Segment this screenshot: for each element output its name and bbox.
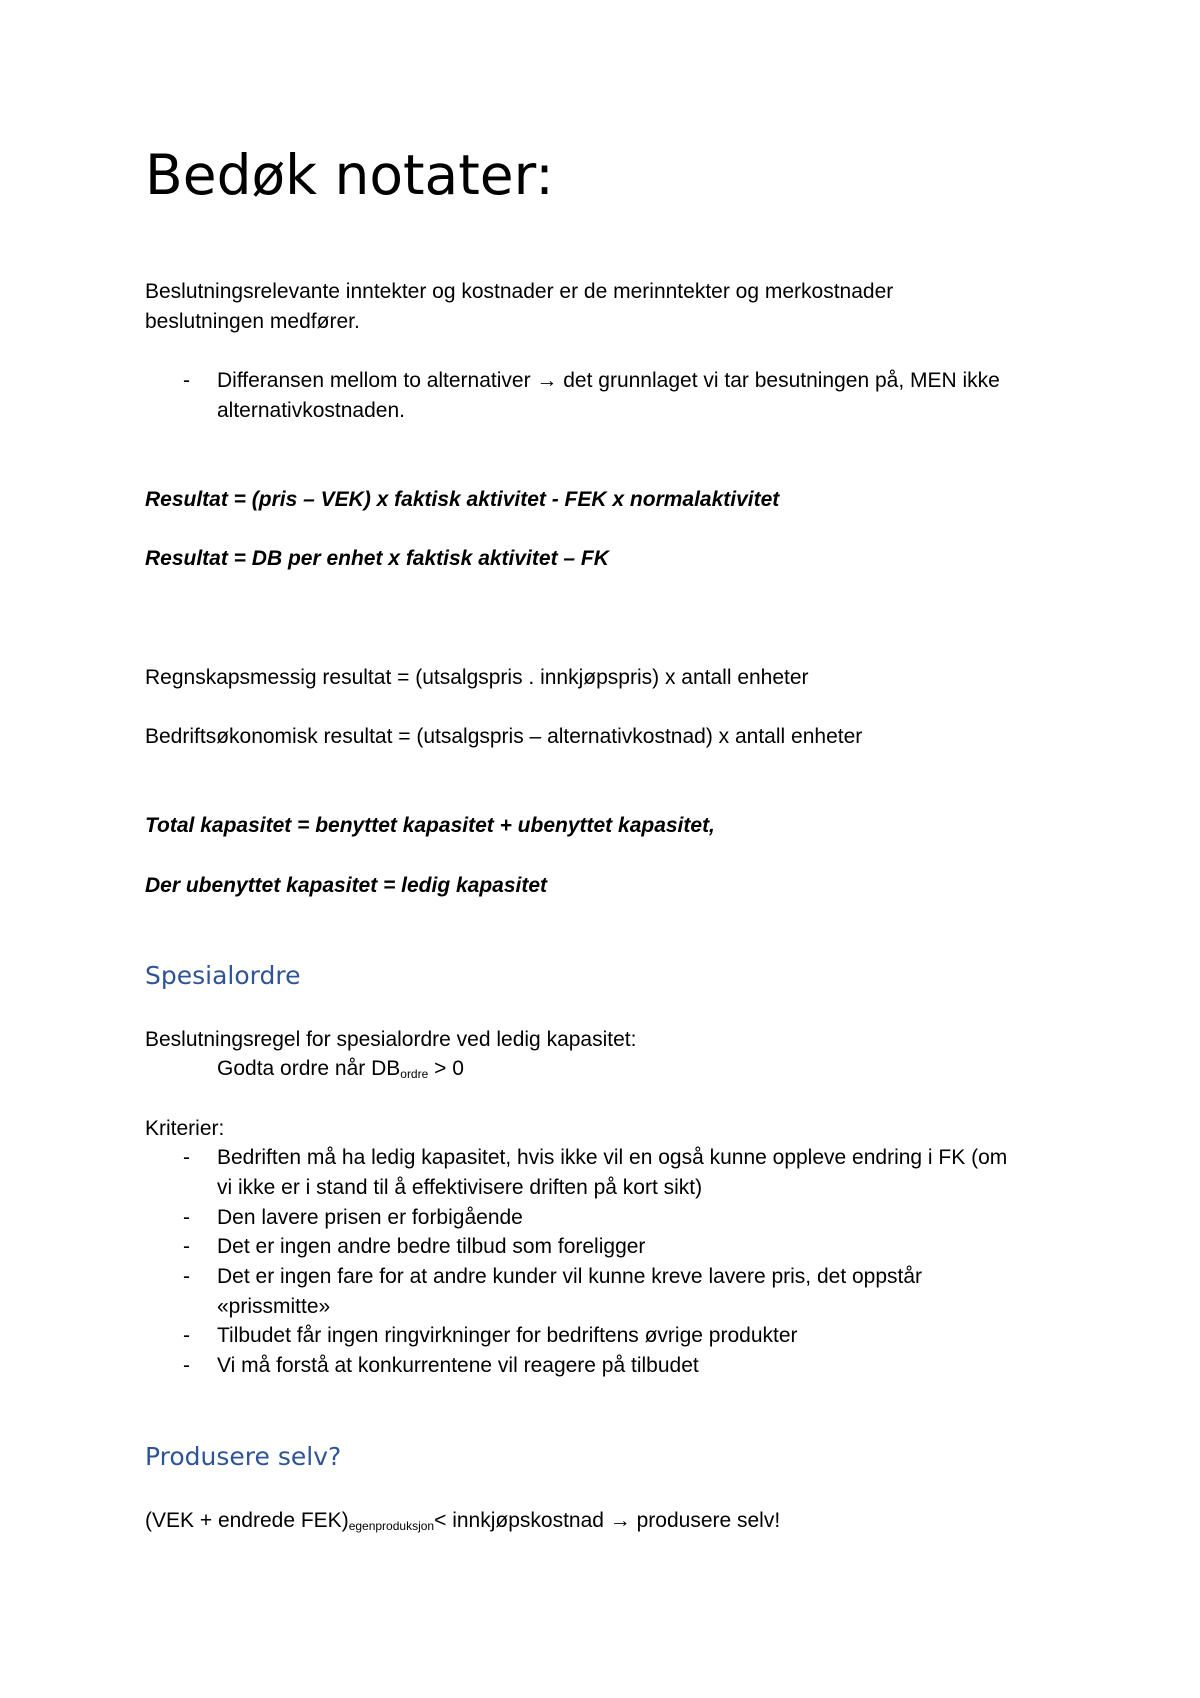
heading-produsere-selv: Produsere selv? <box>145 1442 342 1471</box>
heading-spesialordre: Spesialordre <box>145 961 301 990</box>
criteria-item: Det er ingen andre bedre tilbud som foreligger <box>217 1235 646 1258</box>
criteria-item: Den lavere prisen er forbigående <box>217 1206 523 1229</box>
formula-regnskap: Regnskapsmessig resultat = (utsalgspris . innkjøpspris) x antall enheter <box>145 666 809 689</box>
bullet-dash: - <box>183 1265 190 1288</box>
rule-subscript: ordre <box>400 1067 429 1081</box>
bullet-dash: - <box>183 369 190 392</box>
produsere-formula-suffix: < innkjøpskostnad → produsere selv! <box>434 1509 781 1532</box>
intro-line-2: beslutningen medfører. <box>145 310 360 333</box>
rule-text <box>217 1054 464 1084</box>
intro-line-1: Beslutningsrelevante inntekter og kostnader er de merinntekter og merkostnader <box>145 280 894 303</box>
formula-resultat-2: Resultat = DB per enhet x faktisk aktivitet – FK <box>145 547 609 570</box>
bullet-dash: - <box>183 1324 190 1347</box>
criteria-item-continued: «prissmitte» <box>217 1295 331 1318</box>
criteria-item: Vi må forstå at konkurrentene vil reagere på tilbudet <box>217 1354 699 1377</box>
formula-resultat-1: Resultat = (pris – VEK) x faktisk aktivitet - FEK x normalaktivitet <box>145 488 780 511</box>
formula-kapasitet-1: Total kapasitet = benyttet kapasitet + ubenyttet kapasitet, <box>145 814 715 837</box>
intro-bullet-line-2: alternativkostnaden. <box>217 399 405 422</box>
formula-bedrift: Bedriftsøkonomisk resultat = (utsalgspris – alternativkostnad) x antall enheter <box>145 725 863 748</box>
produsere-formula-subscript: egenproduksjon <box>348 1519 435 1533</box>
produsere-formula <box>145 1506 780 1536</box>
formula-kapasitet-2: Der ubenyttet kapasitet = ledig kapasitet <box>145 874 548 897</box>
rule-label: Beslutningsregel for spesialordre ved ledig kapasitet: <box>145 1028 637 1051</box>
criteria-item: Det er ingen fare for at andre kunder vil kunne kreve lavere pris, det oppstår <box>217 1265 923 1288</box>
page-title: Bedøk notater: <box>145 143 554 207</box>
bullet-dash: - <box>183 1354 190 1377</box>
bullet-dash: - <box>183 1235 190 1258</box>
criteria-label: Kriterier: <box>145 1117 225 1140</box>
criteria-item: Tilbudet får ingen ringvirkninger for bedriftens øvrige produkter <box>217 1324 798 1347</box>
criteria-item: Bedriften må ha ledig kapasitet, hvis ikke vil en også kunne oppleve endring i FK (om <box>217 1146 1008 1169</box>
produsere-formula-prefix: (VEK + endrede FEK) <box>145 1509 349 1532</box>
intro-bullet-line-1: Differansen mellom to alternativer → det grunnlaget vi tar besutningen på, MEN ikke <box>217 369 1000 392</box>
rule-prefix: Godta ordre når DB <box>217 1057 401 1080</box>
bullet-dash: - <box>183 1206 190 1229</box>
rule-suffix: > 0 <box>428 1057 464 1080</box>
bullet-dash: - <box>183 1146 190 1169</box>
criteria-item-continued: vi ikke er i stand til å effektivisere driften på kort sikt) <box>217 1176 703 1199</box>
